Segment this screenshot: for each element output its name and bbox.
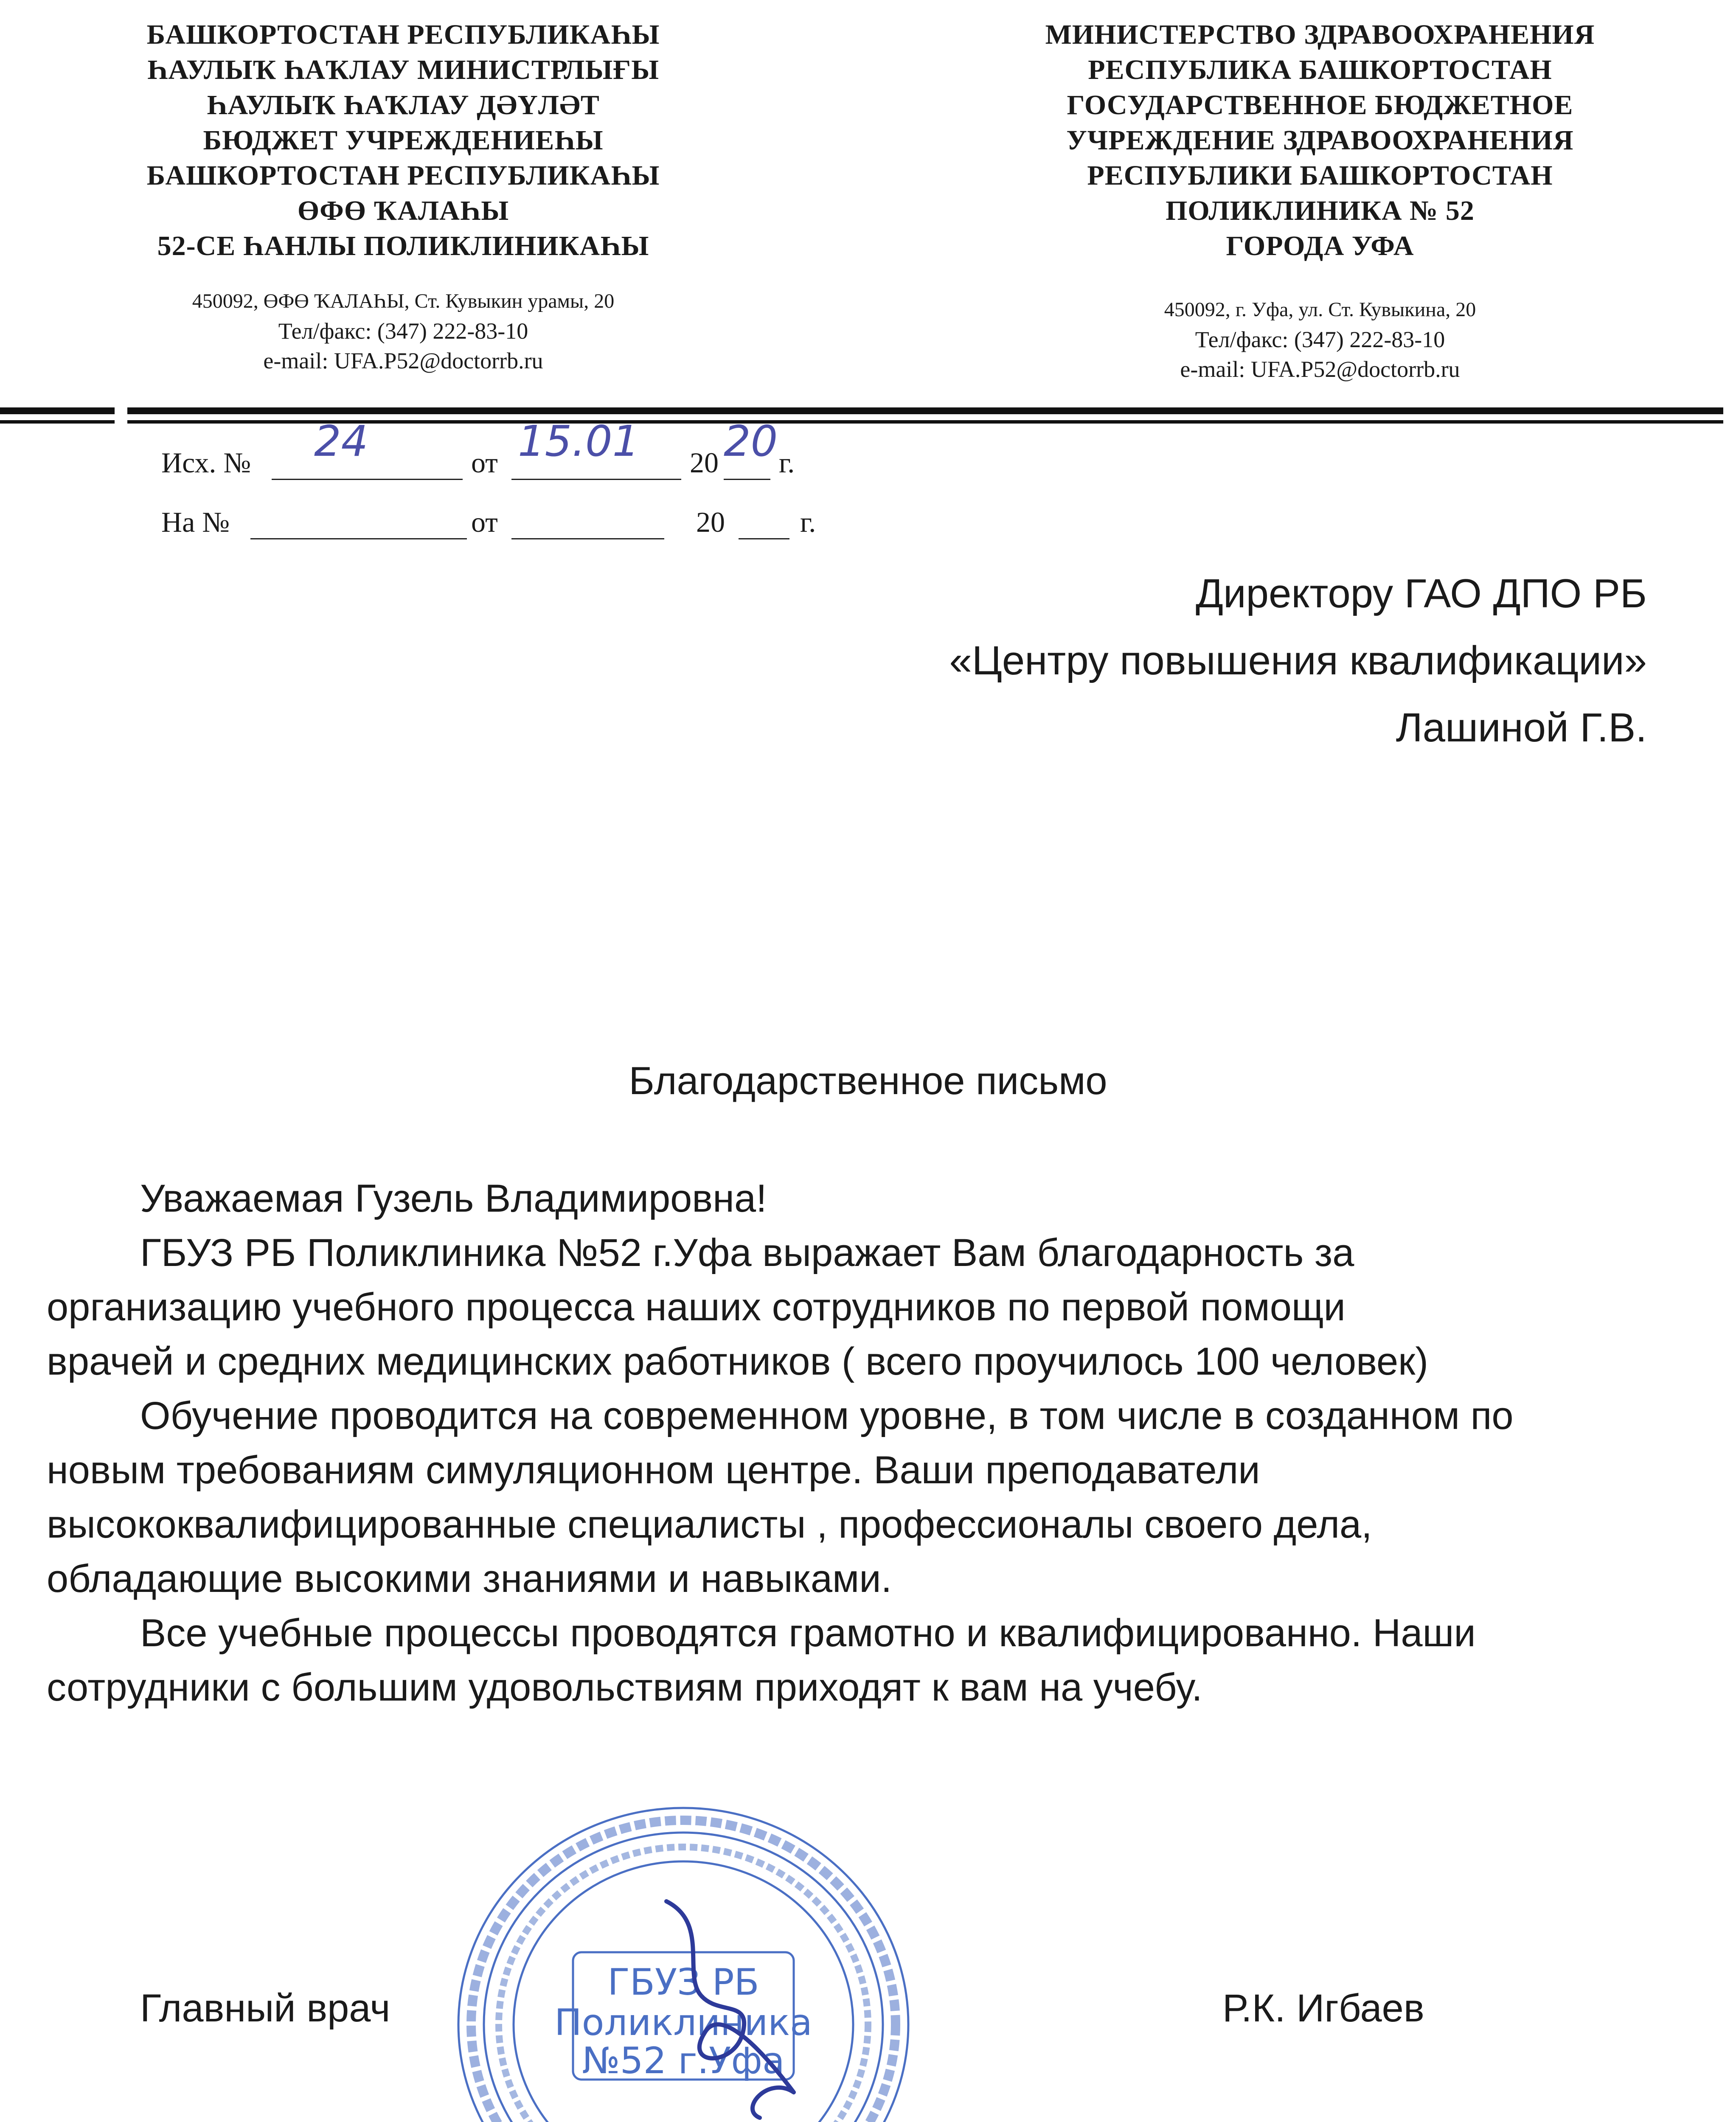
paragraph-line: организацию учебного процесса наших сотрудников по первой помощи — [47, 1286, 1346, 1329]
stamp-center-line: Поликлиника — [554, 2001, 812, 2044]
signature-name: Р.К. Игбаев — [1222, 1987, 1424, 2030]
addressee-line: «Центру повышения квалификации» — [949, 638, 1647, 683]
outgoing-from-label: от — [471, 446, 498, 479]
outgoing-number-handwritten: 24 — [314, 416, 368, 466]
letter-title: Благодарственное письмо — [629, 1059, 1107, 1103]
paragraph-line: высококвалифицированные специалисты , профессионалы своего дела, — [47, 1503, 1372, 1546]
header-right-line: РЕСПУБЛИКИ БАШКОРТОСТАН — [1087, 160, 1553, 191]
header-left-line: ҺАУЛЫҠ ҺАҠЛАУ ДӘҮЛӘТ — [207, 90, 600, 121]
incoming-number-line — [250, 508, 467, 539]
incoming-year-suffix: г. — [800, 506, 816, 538]
incoming-date-line — [511, 508, 664, 539]
incoming-from-label: от — [471, 506, 498, 538]
outgoing-date-handwritten: 15.01 — [518, 416, 640, 466]
header-left-line: 52-СЕ ҺАНЛЫ ПОЛИКЛИНИКАҺЫ — [157, 230, 649, 261]
address-left: 450092, ӨФӨ ҠАЛАҺЫ, Ст. Кувыкин урамы, 20 — [192, 290, 615, 312]
header-left-line: БАШКОРТОСТАН РЕСПУБЛИКАҺЫ — [146, 19, 660, 50]
paragraph-line: новым требованиям симуляционном центре. Ваши преподаватели — [47, 1448, 1260, 1492]
stamp-center-line: ГБУЗ РБ — [607, 1961, 759, 2004]
phone-left: Тел/факс: (347) 222-83-10 — [278, 318, 528, 344]
salutation: Уважаемая Гузель Владимировна! — [140, 1177, 767, 1220]
incoming-year-prefix: 20 — [696, 506, 725, 538]
outgoing-year-handwritten: 20 — [724, 416, 778, 466]
addressee-block — [949, 560, 1647, 761]
email-left: e-mail: UFA.P52@doctorrb.ru — [263, 348, 543, 373]
header-right-line: РЕСПУБЛИКА БАШКОРТОСТАН — [1088, 54, 1552, 85]
paragraph-line: сотрудники с большим удовольствиям приходят к вам на учебу. — [47, 1666, 1202, 1709]
paragraph-first-line: ГБУЗ РБ Поликлиника №52 г.Уфа выражает Вам благодарность за — [140, 1231, 1354, 1274]
addressee-line: Директору ГАО ДПО РБ — [1196, 571, 1647, 616]
stamp-center-line: №52 г.Уфа — [582, 2040, 785, 2082]
outgoing-year-prefix: 20 — [690, 446, 719, 479]
paragraph-first-line: Все учебные процессы проводятся грамотно и квалифицированно. Наши — [140, 1611, 1476, 1655]
official-stamp — [446, 1795, 921, 2122]
incoming-year-line — [739, 508, 789, 539]
incoming-number-label: На № — [161, 506, 230, 538]
letter-body — [47, 1171, 1681, 1715]
header-left-line: ӨФӨ ҠАЛАҺЫ — [297, 195, 509, 226]
header-right-line: УЧРЕЖДЕНИЕ ЗДРАВООХРАНЕНИЯ — [1066, 125, 1574, 156]
email-right: e-mail: UFA.P52@doctorrb.ru — [1180, 356, 1460, 382]
paragraph-line: обладающие высокими знаниями и навыками. — [47, 1557, 892, 1600]
paragraph-first-line: Обучение проводится на современном уровне, в том числе в созданном по — [140, 1394, 1514, 1437]
paragraph-line: врачей и средних медицинских работников ( всего проучилось 100 человек) — [47, 1340, 1429, 1383]
outgoing-number-label: Исх. № — [161, 446, 251, 479]
header-right-line: ПОЛИКЛИНИКА № 52 — [1166, 195, 1475, 226]
signature-position: Главный врач — [140, 1987, 390, 2030]
header-right-line: МИНИСТЕРСТВО ЗДРАВООХРАНЕНИЯ — [1045, 19, 1595, 50]
header-left-line: ҺАУЛЫҠ ҺАҠЛАУ МИНИСТРЛЫҒЫ — [147, 54, 660, 85]
header-right-line: ГОСУДАРСТВЕННОЕ БЮДЖЕТНОЕ — [1067, 90, 1573, 121]
header-right-line: ГОРОДА УФА — [1226, 230, 1414, 261]
addressee-line: Лашиной Г.В. — [1396, 705, 1647, 750]
registration-block — [0, 0, 1736, 552]
address-right: 450092, г. Уфа, ул. Ст. Кувыкина, 20 — [1164, 298, 1476, 321]
outgoing-year-suffix: г. — [779, 446, 795, 479]
header-left-line: БЮДЖЕТ УЧРЕЖДЕНИЕҺЫ — [203, 125, 604, 156]
phone-right: Тел/факс: (347) 222-83-10 — [1195, 327, 1445, 352]
header-left-line: БАШКОРТОСТАН РЕСПУБЛИКАҺЫ — [146, 160, 660, 191]
